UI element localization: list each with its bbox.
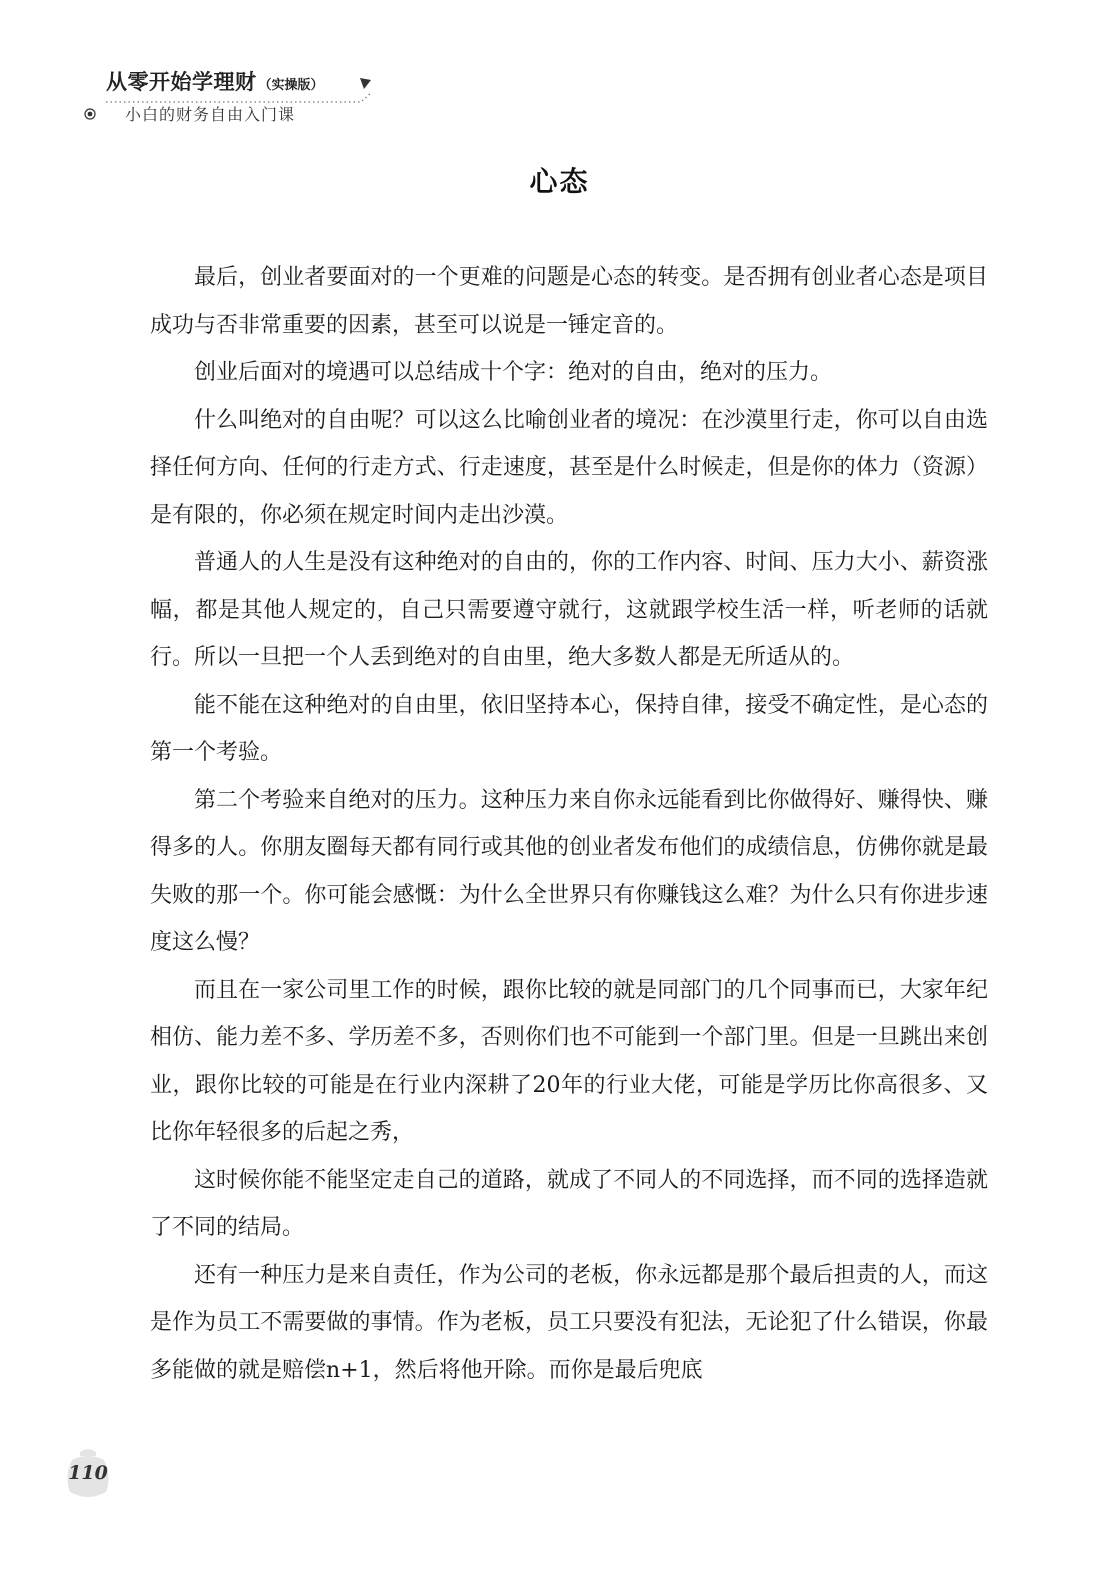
running-header (78, 62, 398, 132)
book-edition: （实操版） (258, 78, 324, 93)
paragraph: 普通人的人生是没有这种绝对的自由的，你的工作内容、时间、压力大小、薪资涨幅，都是其他人规定的，自己只需要遵守就行，这就跟学校生活一样，听老师的话就行。所以一旦把一个人丢到绝对的自由里，绝大多数人都是无所适从的。 (150, 550, 988, 670)
page-number-badge (62, 1446, 114, 1502)
paragraph: 最后，创业者要面对的一个更难的问题是心态的转变。是否拥有创业者心态是项目成功与否非常重要的因素，甚至可以说是一锤定音的。 (150, 265, 988, 338)
body-text (150, 254, 988, 1394)
book-subtitle: 小白的财务自由入门课 (125, 105, 296, 124)
arrow-tip-icon (358, 76, 372, 90)
paragraph: 创业后面对的境遇可以总结成十个字：绝对的自由，绝对的压力。 (194, 360, 833, 385)
paragraph: 第二个考验来自绝对的压力。这种压力来自你永远能看到比你做得好、赚得快、赚得多的人。你朋友圈每天都有同行或其他的创业者发布他们的成绩信息，仿佛你就是最失败的那一个。你可能会感慨：为什么全世界只有你赚钱这么难？为什么只有你进步速度这么慢？ (150, 787, 988, 955)
page-number: 110 (68, 1462, 108, 1484)
paragraph: 什么叫绝对的自由呢？可以这么比喻创业者的境况：在沙漠里行走，你可以自由选择任何方向、任何的行走方式、行走速度，甚至是什么时候走，但是你的体力（资源）是有限的，你必须在规定时间内走出沙漠。 (150, 407, 988, 528)
bullseye-bullet-icon (84, 108, 96, 120)
book-title: 从零开始学理财 (106, 69, 257, 94)
paragraph: 能不能在这种绝对的自由里，依旧坚持本心，保持自律，接受不确定性，是心态的第一个考验。 (150, 692, 988, 765)
paragraph: 还有一种压力是来自责任，作为公司的老板，你永远都是那个最后担责的人，而这是作为员工不需要做的事情。作为老板，员工只要没有犯法，无论犯了什么错误，你最多能做的就是赔偿n+1，然后将他开除。而你是最后兜底 (150, 1262, 988, 1383)
paragraph: 而且在一家公司里工作的时候，跟你比较的就是同部门的几个同事而已，大家年纪相仿、能力差不多、学历差不多，否则你们也不可能到一个部门里。但是一旦跳出来创业，跟你比较的可能是在行业内深耕了20年的行业大佬，可能是学历比你高很多、又比你年轻很多的后起之秀， (150, 977, 988, 1145)
paragraph: 这时候你能不能坚定走自己的道路，就成了不同人的不同选择，而不同的选择造就了不同的结局。 (150, 1167, 988, 1240)
section-title: 心态 (529, 165, 590, 198)
